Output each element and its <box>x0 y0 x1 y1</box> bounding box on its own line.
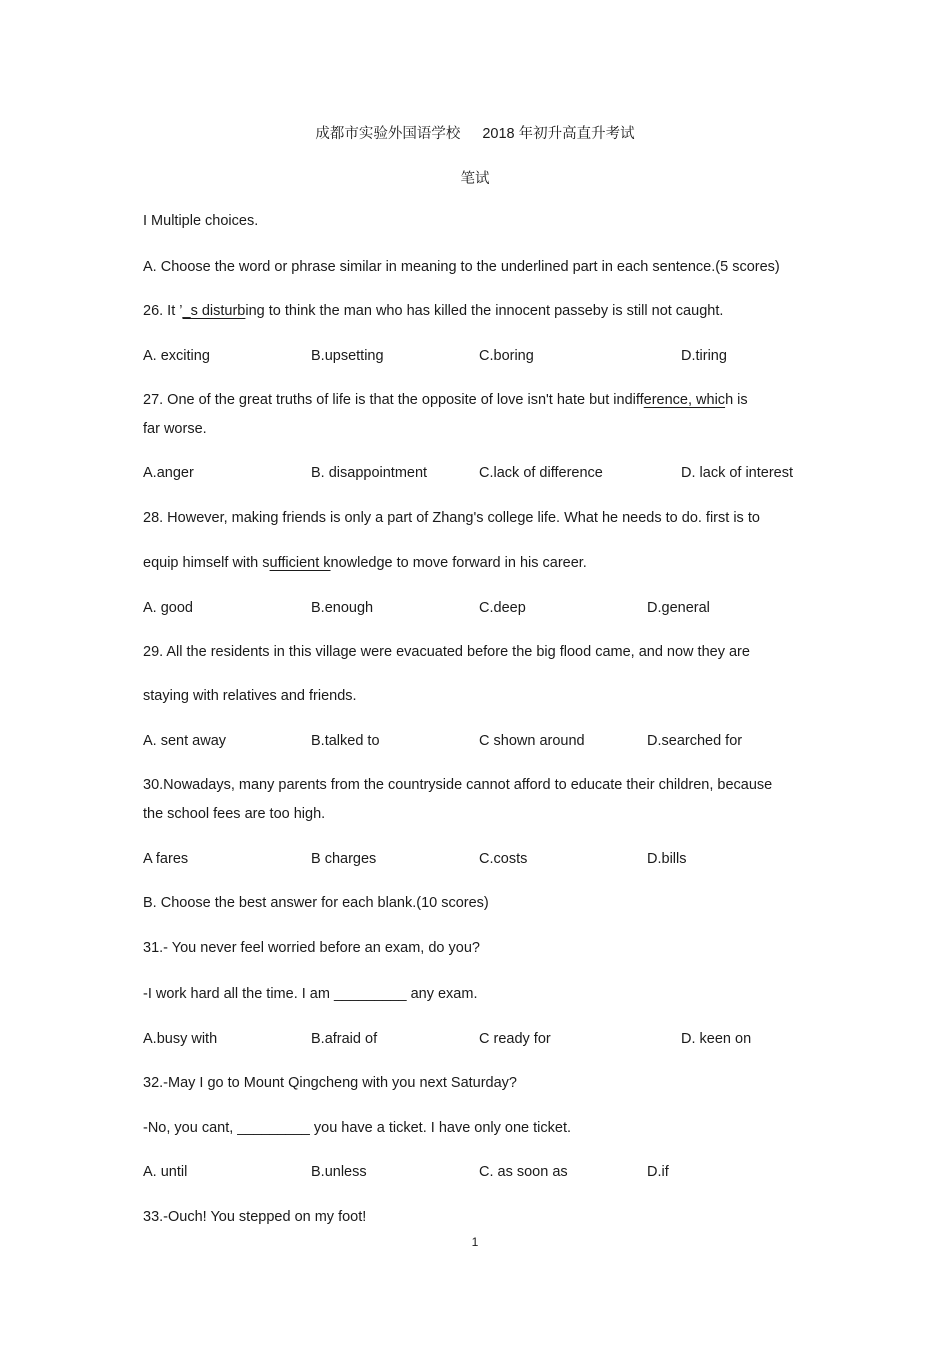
q26-option-d: D.tiring <box>681 348 727 364</box>
page-number: 1 <box>471 1235 479 1249</box>
q32-option-b: B.unless <box>311 1164 367 1180</box>
question-30-line2: the school fees are too high. <box>143 806 326 822</box>
q30-option-d: D.bills <box>647 851 687 867</box>
part-a-instructions: A. Choose the word or phrase similar in meaning to the underlined part in each sentence.(5 scores) <box>143 259 780 275</box>
q27-option-b: B. disappointment <box>311 465 428 481</box>
q29-option-a: A. sent away <box>143 733 227 749</box>
question-27 <box>143 392 748 408</box>
q28-text-start: equip himself with s <box>143 555 270 571</box>
q27-option-a: A.anger <box>143 465 194 481</box>
q26-option-b: B.upsetting <box>311 348 384 364</box>
q31-option-b: B.afraid of <box>311 1031 378 1047</box>
q26-text-end: is still not caught. <box>608 303 724 319</box>
exam-subtitle: 笔试 <box>460 171 490 187</box>
q31-option-d: D. keen on <box>681 1031 752 1047</box>
q27-text-end: h is <box>725 392 748 408</box>
q28-option-c: C.deep <box>479 600 526 616</box>
q30-option-b: B charges <box>311 851 377 867</box>
exam-title <box>0 122 950 143</box>
q29-option-d: D.searched for <box>647 733 743 749</box>
exam-name: 2018 年初升高直升考试 <box>482 126 635 142</box>
question-27-line2: far worse. <box>143 421 207 437</box>
q31-option-c: C ready for <box>479 1031 551 1047</box>
q26-text-mid: ing to think the man who has killed the innocent passe <box>245 303 593 319</box>
q28-underlined: ufficient k <box>269 555 331 571</box>
q27-text-start: 27. One of the great truths of life is that the opposite of love isn't hate but indiff <box>143 392 644 408</box>
question-32-line2: -No, you cant, _________ you have a ticket. I have only one ticket. <box>143 1120 572 1136</box>
section-heading: I Multiple choices. <box>143 213 259 229</box>
q26-text-start: 26. It ’ <box>143 303 183 319</box>
q26-option-a: A. exciting <box>143 348 210 364</box>
school-name: 成都市实验外国语学校 <box>315 126 461 142</box>
question-32: 32.-May I go to Mount Qingcheng with you next Saturday? <box>143 1075 517 1091</box>
q29-option-c: C shown around <box>479 733 585 749</box>
question-31: 31.- You never feel worried before an exam, do you? <box>143 940 480 956</box>
q32-option-c: C. as soon as <box>479 1164 568 1180</box>
q26-text-by: by <box>592 303 609 319</box>
question-31-line2: -I work hard all the time. I am _________ any exam. <box>143 986 478 1002</box>
q28-option-a: A. good <box>143 600 193 616</box>
q29-option-b: B.talked to <box>311 733 380 749</box>
q27-option-d: D. lack of interest <box>681 465 794 481</box>
q27-option-c: C.lack of difference <box>479 465 603 481</box>
q26-option-c: C.boring <box>479 348 534 364</box>
question-28: 28. However, making friends is only a part of Zhang's college life. What he needs to do. first is to <box>143 510 760 526</box>
question-29-line2: staying with relatives and friends. <box>143 688 357 704</box>
part-b-instructions: B. Choose the best answer for each blank.(10 scores) <box>143 895 489 911</box>
question-29: 29. All the residents in this village were evacuated before the big flood came, and now they are <box>143 644 750 660</box>
q28-option-b: B.enough <box>311 600 374 616</box>
q30-option-c: C.costs <box>479 851 528 867</box>
question-33: 33.-Ouch! You stepped on my foot! <box>143 1209 367 1225</box>
q31-option-a: A.busy with <box>143 1031 218 1047</box>
q27-underlined: erence, whic <box>643 392 726 408</box>
question-26 <box>143 303 723 319</box>
q30-option-a: A fares <box>143 851 189 867</box>
q32-option-d: D.if <box>647 1164 669 1180</box>
q26-underlined: _s disturb <box>182 303 246 319</box>
question-28-line2 <box>143 555 587 571</box>
q28-option-d: D.general <box>647 600 710 616</box>
q32-option-a: A. until <box>143 1164 188 1180</box>
q28-text-end: nowledge to move forward in his career. <box>330 555 587 571</box>
question-30: 30.Nowadays, many parents from the countryside cannot afford to educate their children, because <box>143 777 773 793</box>
